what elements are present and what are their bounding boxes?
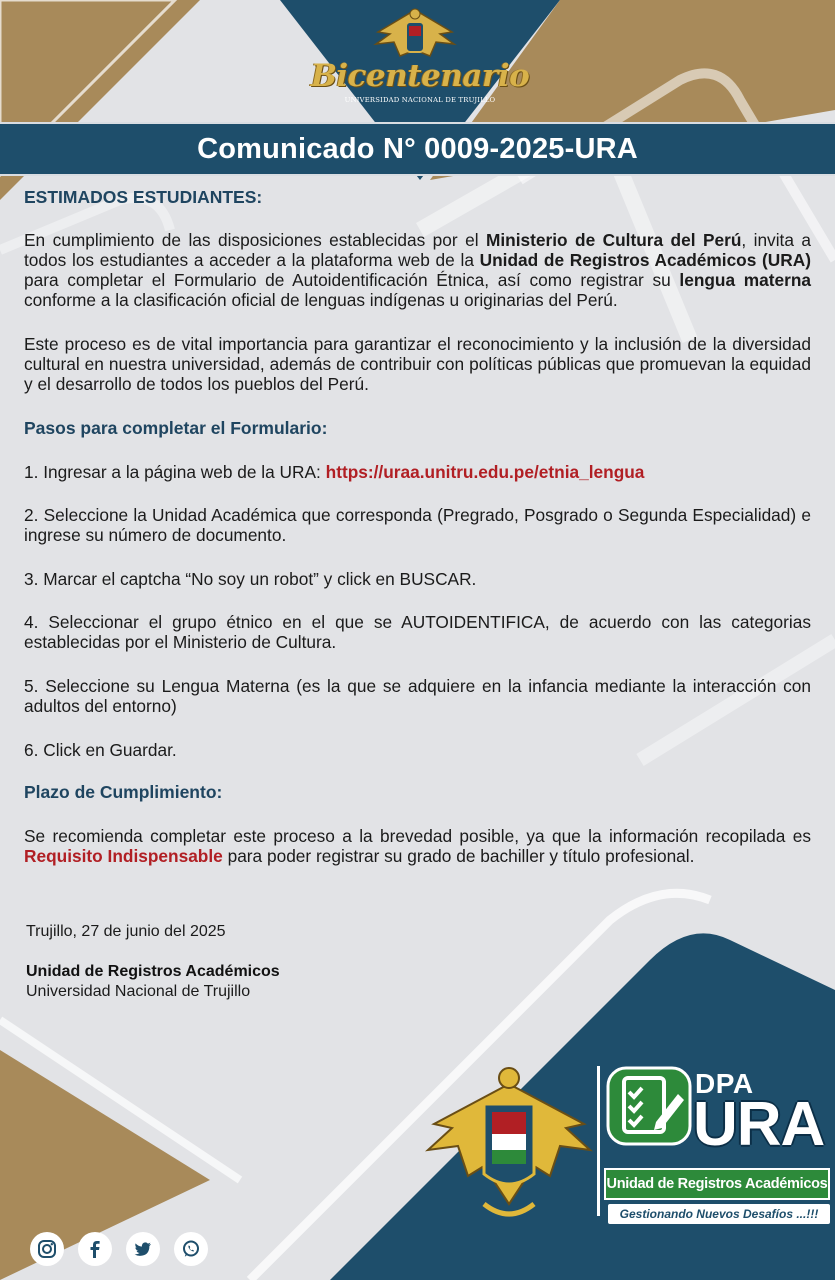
form-url-link[interactable]: https://uraa.unitru.edu.pe/etnia_lengua	[325, 462, 645, 482]
steps-heading: Pasos para completar el Formulario:	[24, 418, 328, 438]
intro-paragraph: En cumplimiento de las disposiciones establecidas por el Ministerio de Cultura del Perú, invita a todos los estudiantes a acceder a la plataforma web de la Unidad de Registros Académicos (URA) para completar el Formulario de Autoidentificación Étnica, así como registrar su lengua materna conforme a la clasificación oficial de lenguas indígenas u originarias del Perú.	[24, 230, 812, 310]
bicentenario-university-text: UNIVERSIDAD NACIONAL DE TRUJILLO	[344, 96, 496, 104]
step-6: 6. Click en Guardar.	[24, 740, 177, 760]
ura-full-name: Unidad de Registros Académicos	[604, 1168, 830, 1200]
ura-logo-text: URA	[693, 1090, 825, 1159]
deadline-heading: Plazo de Cumplimiento:	[24, 782, 223, 802]
bicentenario-logo-text: Bicentenario	[310, 58, 530, 94]
signature-name: Unidad de Registros Académicos	[26, 963, 280, 980]
social-icons	[30, 1232, 208, 1266]
ministry-name: Ministerio de Cultura del Perú	[485, 230, 742, 250]
twitter-icon[interactable]	[126, 1232, 160, 1266]
facebook-icon[interactable]	[78, 1232, 112, 1266]
ura-name: Unidad de Registros Académicos (URA)	[479, 250, 811, 270]
requirement-highlight: Requisito Indispensable	[24, 846, 223, 866]
ura-slogan: Gestionando Nuevos Desafíos ...!!!	[608, 1204, 830, 1224]
logo-divider	[597, 1066, 600, 1216]
greeting-heading: ESTIMADOS ESTUDIANTES:	[24, 187, 263, 207]
signature-institution: Universidad Nacional de Trujillo	[26, 983, 251, 1000]
dpa-label: DPA	[695, 1068, 754, 1099]
step-5: 5. Seleccione su Lengua Materna (es la que se adquiere en la infancia mediante la interacción con adultos del entorno)	[24, 676, 811, 716]
step-1: 1. Ingresar a la página web de la URA: https://uraa.unitru.edu.pe/etnia_lengua	[24, 462, 645, 482]
instagram-icon[interactable]	[30, 1232, 64, 1266]
mother-tongue-term: lengua materna	[679, 270, 812, 290]
issue-date: Trujillo, 27 de junio del 2025	[26, 923, 226, 940]
step-4: 4. Seleccionar el grupo étnico en el que se AUTOIDENTIFICA, de acuerdo con las categorias establecidas por el Ministerio de Cultura.	[24, 612, 811, 652]
importance-paragraph: Este proceso es de vital importancia para garantizar el reconocimiento y la inclusión de la diversidad cultural en nuestra universidad, además de contribuir con políticas públicas que promuevan la equidad y el desarrollo de todos los pueblos del Perú.	[24, 334, 811, 394]
title-bar	[0, 122, 835, 176]
page-title: Comunicado N° 0009-2025-URA	[197, 133, 638, 165]
checklist-icon	[604, 1066, 694, 1148]
step-3: 3. Marcar el captcha “No soy un robot” y click en BUSCAR.	[24, 569, 477, 589]
deadline-paragraph: Se recomienda completar este proceso a la brevedad posible, ya que la información recopilada es Requisito Indispensable para poder registrar su grado de bachiller y título profesional.	[24, 826, 811, 866]
unt-eagle-crest-icon	[370, 4, 460, 66]
step-2: 2. Seleccione la Unidad Académica que corresponda (Pregrado, Posgrado o Segunda Especialidad) e ingrese su número de documento.	[24, 505, 811, 545]
communique-body	[24, 187, 811, 866]
unt-shield-crest-icon	[424, 1064, 594, 1224]
whatsapp-icon[interactable]	[174, 1232, 208, 1266]
